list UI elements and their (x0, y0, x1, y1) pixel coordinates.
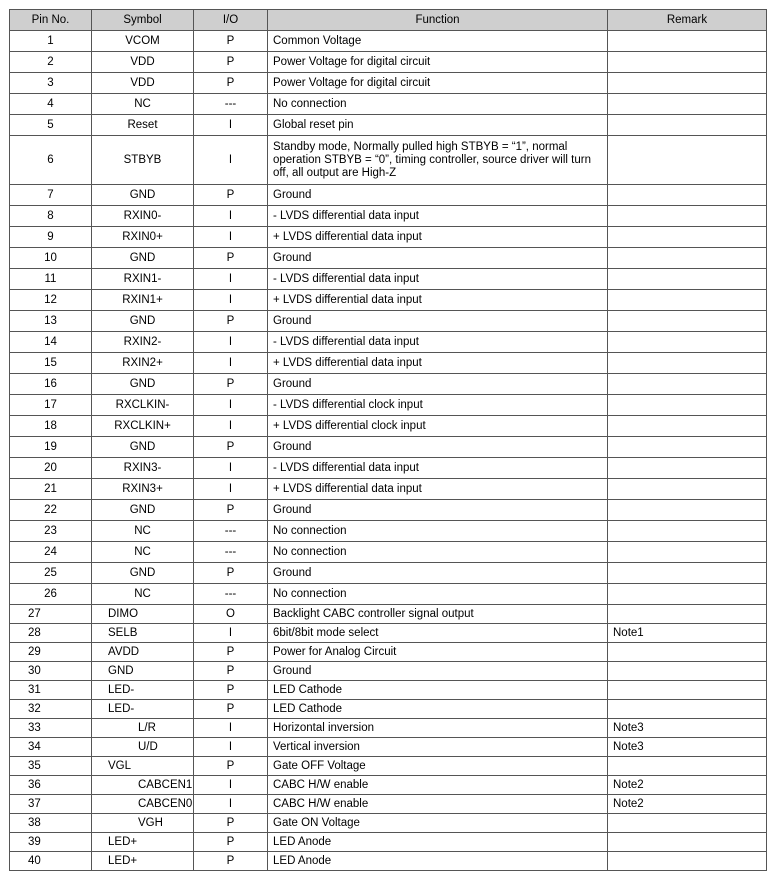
symbol-cell: NC (92, 542, 194, 563)
function-cell: + LVDS differential data input (268, 227, 608, 248)
remark-cell (608, 94, 767, 115)
function-cell: Ground (268, 437, 608, 458)
symbol-cell: LED- (92, 700, 194, 719)
io-cell: I (194, 479, 268, 500)
function-cell: - LVDS differential clock input (268, 395, 608, 416)
remark-cell (608, 757, 767, 776)
pin-number-cell: 13 (10, 311, 92, 332)
remark-cell (608, 605, 767, 624)
io-cell: P (194, 185, 268, 206)
io-cell: I (194, 624, 268, 643)
pin-number-cell: 3 (10, 73, 92, 94)
table-row (10, 395, 767, 416)
function-cell: CABC H/W enable (268, 795, 608, 814)
io-cell: P (194, 643, 268, 662)
table-row (10, 521, 767, 542)
table-row (10, 115, 767, 136)
io-cell: I (194, 136, 268, 185)
function-cell: + LVDS differential data input (268, 353, 608, 374)
io-cell: I (194, 332, 268, 353)
symbol-cell: RXCLKIN- (92, 395, 194, 416)
table-row (10, 31, 767, 52)
table-row (10, 795, 767, 814)
pin-number-cell: 40 (10, 852, 92, 871)
table-row (10, 542, 767, 563)
table-row (10, 185, 767, 206)
function-cell: 6bit/8bit mode select (268, 624, 608, 643)
function-cell: Global reset pin (268, 115, 608, 136)
remark-cell: Note3 (608, 719, 767, 738)
remark-cell (608, 206, 767, 227)
io-cell: I (194, 719, 268, 738)
function-cell: Ground (268, 311, 608, 332)
pin-number-cell: 9 (10, 227, 92, 248)
symbol-cell: RXIN0+ (92, 227, 194, 248)
remark-cell (608, 269, 767, 290)
table-row (10, 136, 767, 185)
pin-number-cell: 38 (10, 814, 92, 833)
io-cell: P (194, 852, 268, 871)
function-cell: LED Cathode (268, 681, 608, 700)
table-row (10, 269, 767, 290)
pin-number-cell: 34 (10, 738, 92, 757)
function-cell: LED Anode (268, 852, 608, 871)
remark-cell (608, 248, 767, 269)
function-cell: Ground (268, 662, 608, 681)
remark-cell (608, 500, 767, 521)
remark-cell (608, 136, 767, 185)
table-row (10, 584, 767, 605)
table-row (10, 624, 767, 643)
function-cell: Power for Analog Circuit (268, 643, 608, 662)
symbol-cell: VGL (92, 757, 194, 776)
io-cell: P (194, 31, 268, 52)
function-cell: Horizontal inversion (268, 719, 608, 738)
remark-cell: Note1 (608, 624, 767, 643)
remark-cell: Note3 (608, 738, 767, 757)
pin-number-cell: 22 (10, 500, 92, 521)
table-row (10, 311, 767, 332)
table-row (10, 374, 767, 395)
remark-cell (608, 479, 767, 500)
pin-number-cell: 8 (10, 206, 92, 227)
pin-number-cell: 30 (10, 662, 92, 681)
io-cell: P (194, 700, 268, 719)
remark-cell (608, 437, 767, 458)
table-row (10, 563, 767, 584)
table-row (10, 719, 767, 738)
function-cell: No connection (268, 94, 608, 115)
pin-number-cell: 21 (10, 479, 92, 500)
symbol-cell: LED+ (92, 852, 194, 871)
table-row (10, 73, 767, 94)
symbol-cell: Reset (92, 115, 194, 136)
symbol-cell: GND (92, 311, 194, 332)
function-cell: Common Voltage (268, 31, 608, 52)
io-cell: P (194, 52, 268, 73)
remark-cell (608, 395, 767, 416)
remark-cell (608, 852, 767, 871)
function-cell: Ground (268, 185, 608, 206)
remark-cell (608, 814, 767, 833)
remark-cell (608, 521, 767, 542)
table-row (10, 681, 767, 700)
table-row (10, 757, 767, 776)
symbol-cell: RXIN3+ (92, 479, 194, 500)
function-cell: Vertical inversion (268, 738, 608, 757)
pin-number-cell: 14 (10, 332, 92, 353)
pin-number-cell: 20 (10, 458, 92, 479)
table-row (10, 416, 767, 437)
pin-number-cell: 27 (10, 605, 92, 624)
symbol-cell: L/R (92, 719, 194, 738)
table-row (10, 353, 767, 374)
function-cell: Power Voltage for digital circuit (268, 73, 608, 94)
table-row (10, 206, 767, 227)
symbol-cell: GND (92, 248, 194, 269)
io-cell: I (194, 227, 268, 248)
remark-cell (608, 563, 767, 584)
io-cell: --- (194, 584, 268, 605)
pin-number-cell: 6 (10, 136, 92, 185)
table-row (10, 290, 767, 311)
pin-number-cell: 16 (10, 374, 92, 395)
symbol-cell: RXIN1- (92, 269, 194, 290)
symbol-cell: CABCEN0 (92, 795, 194, 814)
header-remark: Remark (608, 10, 767, 31)
table-row (10, 248, 767, 269)
table-row (10, 332, 767, 353)
table-row (10, 52, 767, 73)
pin-number-cell: 1 (10, 31, 92, 52)
table-row (10, 700, 767, 719)
function-cell: Gate OFF Voltage (268, 757, 608, 776)
symbol-cell: GND (92, 500, 194, 521)
symbol-cell: NC (92, 94, 194, 115)
function-cell: - LVDS differential data input (268, 458, 608, 479)
remark-cell (608, 115, 767, 136)
io-cell: P (194, 833, 268, 852)
table-row (10, 437, 767, 458)
table-row (10, 833, 767, 852)
symbol-cell: RXIN2+ (92, 353, 194, 374)
remark-cell (608, 458, 767, 479)
pin-number-cell: 4 (10, 94, 92, 115)
table-row (10, 479, 767, 500)
symbol-cell: DIMO (92, 605, 194, 624)
function-cell: - LVDS differential data input (268, 269, 608, 290)
table-row (10, 662, 767, 681)
function-cell: + LVDS differential clock input (268, 416, 608, 437)
io-cell: O (194, 605, 268, 624)
symbol-cell: RXIN0- (92, 206, 194, 227)
pin-number-cell: 39 (10, 833, 92, 852)
function-cell: Backlight CABC controller signal output (268, 605, 608, 624)
io-cell: P (194, 814, 268, 833)
io-cell: I (194, 290, 268, 311)
remark-cell (608, 584, 767, 605)
symbol-cell: LED+ (92, 833, 194, 852)
function-cell: - LVDS differential data input (268, 206, 608, 227)
table-header-row (10, 10, 767, 31)
pin-number-cell: 12 (10, 290, 92, 311)
remark-cell (608, 332, 767, 353)
pin-number-cell: 10 (10, 248, 92, 269)
remark-cell (608, 227, 767, 248)
function-cell: LED Anode (268, 833, 608, 852)
pin-number-cell: 19 (10, 437, 92, 458)
table-row (10, 94, 767, 115)
io-cell: I (194, 776, 268, 795)
pin-number-cell: 18 (10, 416, 92, 437)
symbol-cell: CABCEN1 (92, 776, 194, 795)
remark-cell (608, 833, 767, 852)
symbol-cell: VDD (92, 52, 194, 73)
symbol-cell: RXIN2- (92, 332, 194, 353)
io-cell: P (194, 757, 268, 776)
remark-cell (608, 52, 767, 73)
io-cell: P (194, 662, 268, 681)
pin-number-cell: 33 (10, 719, 92, 738)
io-cell: P (194, 374, 268, 395)
symbol-cell: GND (92, 374, 194, 395)
remark-cell (608, 73, 767, 94)
pin-number-cell: 32 (10, 700, 92, 719)
function-cell: CABC H/W enable (268, 776, 608, 795)
remark-cell (608, 681, 767, 700)
pin-number-cell: 23 (10, 521, 92, 542)
pin-number-cell: 37 (10, 795, 92, 814)
header-io: I/O (194, 10, 268, 31)
pin-number-cell: 15 (10, 353, 92, 374)
function-cell: No connection (268, 584, 608, 605)
pin-number-cell: 29 (10, 643, 92, 662)
io-cell: I (194, 395, 268, 416)
io-cell: P (194, 500, 268, 521)
io-cell: --- (194, 94, 268, 115)
pin-number-cell: 5 (10, 115, 92, 136)
function-cell: Ground (268, 500, 608, 521)
io-cell: I (194, 269, 268, 290)
io-cell: P (194, 681, 268, 700)
remark-cell (608, 31, 767, 52)
io-cell: I (194, 353, 268, 374)
remark-cell (608, 662, 767, 681)
io-cell: I (194, 738, 268, 757)
io-cell: --- (194, 542, 268, 563)
remark-cell (608, 643, 767, 662)
symbol-cell: U/D (92, 738, 194, 757)
symbol-cell: GND (92, 185, 194, 206)
symbol-cell: LED- (92, 681, 194, 700)
symbol-cell: GND (92, 437, 194, 458)
remark-cell (608, 311, 767, 332)
remark-cell: Note2 (608, 776, 767, 795)
remark-cell (608, 416, 767, 437)
symbol-cell: GND (92, 662, 194, 681)
symbol-cell: NC (92, 584, 194, 605)
remark-cell (608, 290, 767, 311)
symbol-cell: RXIN3- (92, 458, 194, 479)
function-cell: Gate ON Voltage (268, 814, 608, 833)
symbol-cell: NC (92, 521, 194, 542)
io-cell: --- (194, 521, 268, 542)
function-cell: Ground (268, 563, 608, 584)
remark-cell: Note2 (608, 795, 767, 814)
io-cell: P (194, 563, 268, 584)
pin-number-cell: 17 (10, 395, 92, 416)
table-row (10, 738, 767, 757)
symbol-cell: VDD (92, 73, 194, 94)
function-cell: LED Cathode (268, 700, 608, 719)
symbol-cell: VCOM (92, 31, 194, 52)
io-cell: I (194, 458, 268, 479)
function-cell: + LVDS differential data input (268, 290, 608, 311)
function-cell: No connection (268, 542, 608, 563)
table-row (10, 227, 767, 248)
table-row (10, 605, 767, 624)
table-row (10, 500, 767, 521)
io-cell: P (194, 73, 268, 94)
pin-number-cell: 11 (10, 269, 92, 290)
io-cell: I (194, 795, 268, 814)
io-cell: I (194, 206, 268, 227)
remark-cell (608, 185, 767, 206)
remark-cell (608, 374, 767, 395)
header-pin-no: Pin No. (10, 10, 92, 31)
function-cell: Power Voltage for digital circuit (268, 52, 608, 73)
header-function: Function (268, 10, 608, 31)
io-cell: P (194, 248, 268, 269)
symbol-cell: STBYB (92, 136, 194, 185)
io-cell: I (194, 416, 268, 437)
io-cell: I (194, 115, 268, 136)
pin-number-cell: 36 (10, 776, 92, 795)
pin-number-cell: 25 (10, 563, 92, 584)
function-cell: Ground (268, 374, 608, 395)
remark-cell (608, 542, 767, 563)
function-cell: Standby mode, Normally pulled high STBYB = “1”, normal operation STBYB = “0”, timing controller, source driver will turn off, all output are High-Z (268, 136, 608, 185)
function-cell: No connection (268, 521, 608, 542)
table-row (10, 643, 767, 662)
pin-assignment-table (9, 9, 767, 871)
table-row (10, 458, 767, 479)
header-symbol: Symbol (92, 10, 194, 31)
remark-cell (608, 700, 767, 719)
pin-number-cell: 35 (10, 757, 92, 776)
symbol-cell: AVDD (92, 643, 194, 662)
function-cell: Ground (268, 248, 608, 269)
table-row (10, 776, 767, 795)
function-cell: + LVDS differential data input (268, 479, 608, 500)
symbol-cell: GND (92, 563, 194, 584)
table-row (10, 814, 767, 833)
io-cell: P (194, 437, 268, 458)
pin-number-cell: 31 (10, 681, 92, 700)
function-cell: - LVDS differential data input (268, 332, 608, 353)
symbol-cell: SELB (92, 624, 194, 643)
pin-number-cell: 24 (10, 542, 92, 563)
remark-cell (608, 353, 767, 374)
table-row (10, 852, 767, 871)
symbol-cell: RXIN1+ (92, 290, 194, 311)
pin-number-cell: 2 (10, 52, 92, 73)
pin-number-cell: 26 (10, 584, 92, 605)
symbol-cell: RXCLKIN+ (92, 416, 194, 437)
symbol-cell: VGH (92, 814, 194, 833)
io-cell: P (194, 311, 268, 332)
pin-number-cell: 7 (10, 185, 92, 206)
pin-number-cell: 28 (10, 624, 92, 643)
